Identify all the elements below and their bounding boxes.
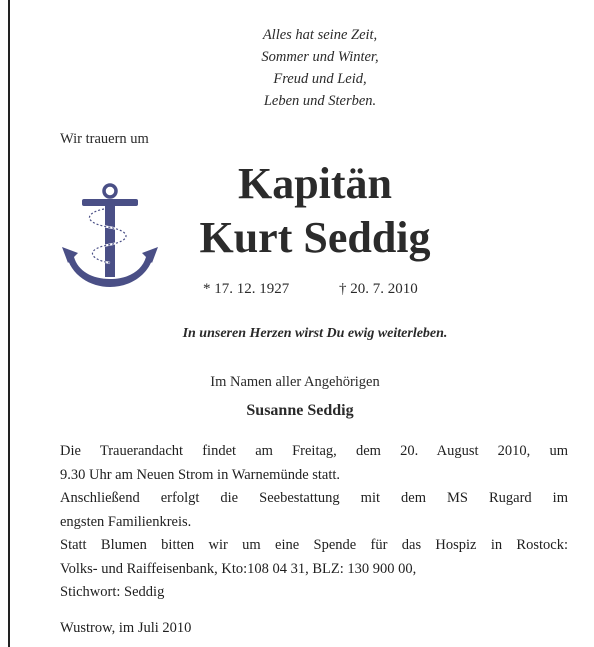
notice-line: Anschließend erfolgt die Seebestattung mit dem MS Rugard im — [60, 490, 568, 506]
title-line: Kapitän — [237, 159, 393, 208]
intro-text: Wir trauern um — [60, 131, 149, 147]
signer-name: Susanne Seddig — [246, 402, 354, 419]
life-dates — [203, 281, 463, 298]
poem-line: Leben und Sterben. — [263, 93, 377, 109]
death-date: † 20. 7. 2010 — [339, 281, 418, 297]
notice-line: engsten Familienkreis. — [60, 513, 192, 530]
memorial-motto: In unseren Herzen wirst Du ewig weiterleben. — [182, 326, 448, 341]
left-border-line — [8, 0, 10, 647]
poem-line: Freud und Leid, — [273, 71, 367, 87]
deceased-name-block — [180, 157, 450, 265]
notice-line: Stichwort: Seddig — [60, 584, 165, 600]
poem — [190, 24, 450, 112]
name-line: Kurt Seddig — [199, 213, 431, 262]
notice-line: 9.30 Uhr am Neuen Strom in Warnemünde statt. — [60, 466, 341, 483]
birth-date: * 17. 12. 1927 — [203, 281, 290, 297]
anchor-icon — [60, 183, 160, 291]
poem-line: Sommer und Winter, — [261, 49, 379, 65]
funeral-notice — [60, 440, 568, 605]
notice-line: Die Trauerandacht findet am Freitag, dem 20. August 2010, um — [60, 443, 568, 459]
notice-line: Statt Blumen bitten wir um eine Spende für das Hospiz in Rostock: — [60, 537, 568, 553]
family-line: Im Namen aller Angehörigen — [210, 374, 380, 390]
place-date: Wustrow, im Juli 2010 — [60, 620, 192, 636]
notice-line: Volks- und Raiffeisenbank, Kto:108 04 31, BLZ: 130 900 00, — [60, 560, 417, 577]
poem-line: Alles hat seine Zeit, — [262, 27, 378, 43]
